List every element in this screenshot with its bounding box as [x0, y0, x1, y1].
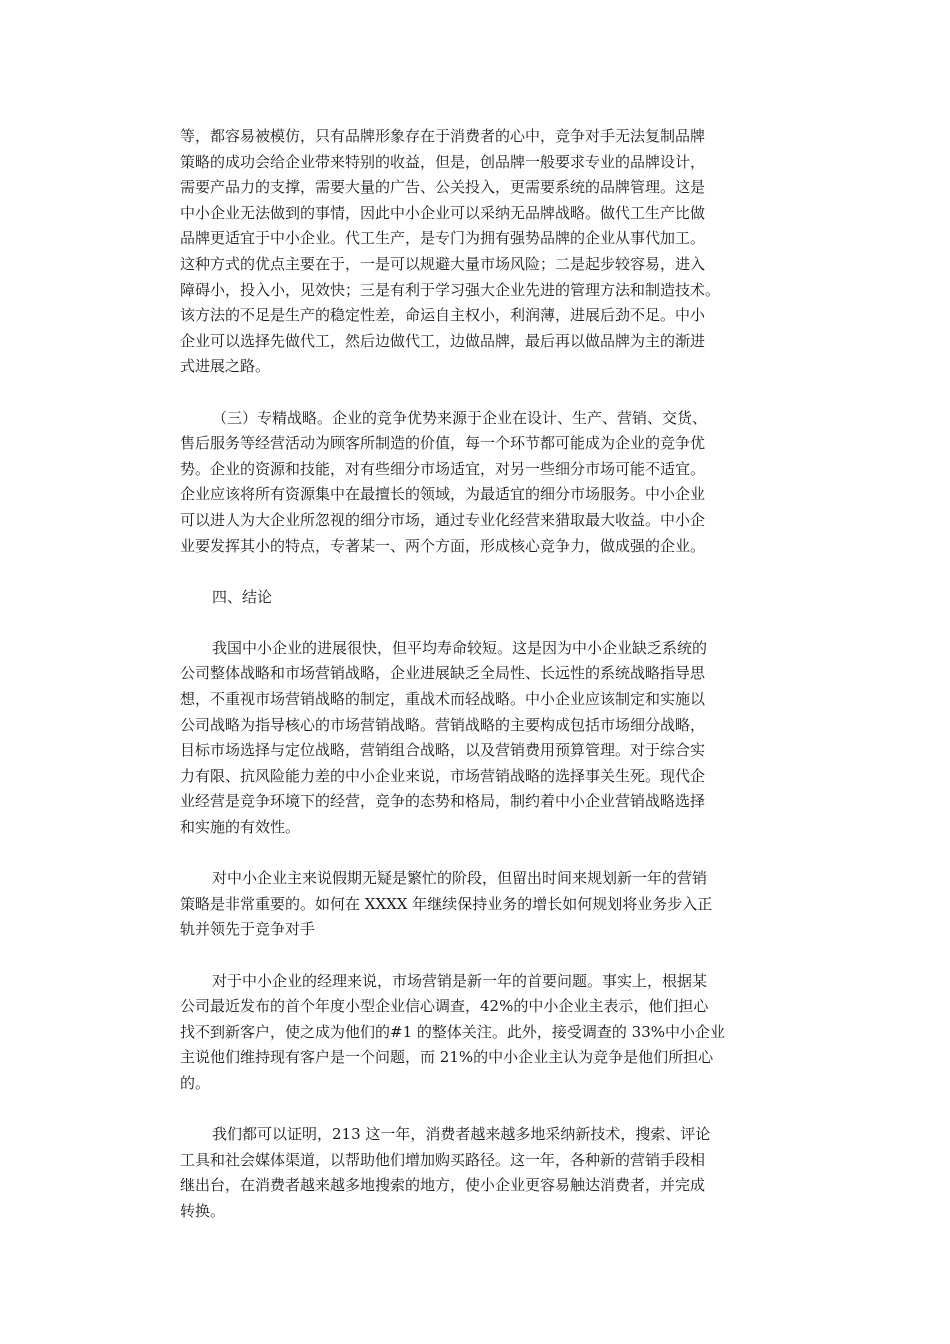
- text-line: 障碍小，投入小，见效快；三是有利于学习强大企业先进的管理方法和制造技术。: [180, 280, 721, 299]
- text-line: 找不到新客户，使之成为他们的#1 的整体关注。此外，接受调查的 33%中小企业: [180, 1022, 725, 1041]
- text-line: 目标市场选择与定位战略，营销组合战略，以及营销费用预算管理。对于综合实: [180, 741, 706, 760]
- text-line: 公司战略为指导核心的市场营销战略。营销战略的主要构成包括市场细分战略，: [180, 715, 706, 734]
- text-line: 企业可以选择先做代工，然后边做代工，边做品牌，最后再以做品牌为主的渐进: [180, 331, 706, 350]
- document-body: [180, 124, 780, 1250]
- text-line: 的。: [180, 1073, 211, 1092]
- section-heading: 四、结论: [212, 587, 273, 606]
- text-line: 业经营是竞争环境下的经营，竞争的态势和格局，制约着中小企业营销战略选择: [180, 792, 706, 811]
- text-line: 业要发挥其小的特点，专著某一、两个方面，形成核心竞争力，做成强的企业。: [180, 536, 706, 555]
- text-line: 继出台，在消费者越来越多地搜索的地方，使小企业更容易触达消费者，并完成: [180, 1176, 706, 1195]
- text-line: 这种方式的优点主要在于，一是可以规避大量市场风险；二是起步较容易，进入: [180, 254, 706, 273]
- text-line: 想，不重视市场营销战略的制定，重战术而轻战略。中小企业应该制定和实施以: [180, 690, 706, 709]
- text-line: 主说他们维持现有客户是一个问题，而 21%的中小企业主认为竞争是他们所担心: [180, 1048, 714, 1067]
- text-line: 工具和社会媒体渠道，以帮助他们增加购买路径。这一年，各种新的营销手段相: [180, 1150, 706, 1169]
- paragraph-survey: [180, 969, 780, 1097]
- text-line: 对于中小企业的经理来说，市场营销是新一年的首要问题。事实上，根据某: [212, 971, 708, 990]
- text-line: 策略的成功会给企业带来特别的收益，但是，创品牌一般要求专业的品牌设计，: [180, 152, 706, 171]
- text-line: 中小企业无法做到的事情，因此中小企业可以采纳无品牌战略。做代工生产比做: [180, 203, 706, 222]
- paragraph-brand-strategy: [180, 124, 780, 380]
- paragraph-holiday-planning: [180, 866, 780, 943]
- text-line: 品牌更适宜于中小企业。代工生产，是专门为拥有强势品牌的企业从事代加工。: [180, 229, 706, 248]
- text-line: 对中小企业主来说假期无疑是繁忙的阶段，但留出时间来规划新一年的营销: [212, 869, 708, 888]
- text-line: 力有限、抗风险能力差的中小企业来说，市场营销战略的选择事关生死。现代企: [180, 766, 706, 785]
- text-line: 公司最近发布的首个年度小型企业信心调查，42%的中小企业主表示，他们担心: [180, 997, 709, 1016]
- text-line: （三）专精战略。企业的竞争优势来源于企业在设计、生产、营销、交货、: [212, 408, 708, 427]
- paragraph-specialization-strategy: [180, 406, 780, 560]
- text-line: 和实施的有效性。: [180, 818, 301, 837]
- text-line: 式进展之路。: [180, 357, 271, 376]
- text-line: 转换。: [180, 1201, 226, 1220]
- text-line: 我们都可以证明，213 这一年，消费者越来越多地采纳新技术，搜索、评论: [212, 1125, 711, 1144]
- text-line: 公司整体战略和市场营销战略，企业进展缺乏全局性、长远性的系统战略指导思: [180, 664, 706, 683]
- text-line: 企业应该将所有资源集中在最擅长的领域，为最适宜的细分市场服务。中小企业: [180, 485, 706, 504]
- text-line: 该方法的不足是生产的稳定性差，命运自主权小，利润薄，进展后劲不足。中小: [180, 306, 706, 325]
- text-line: 势。企业的资源和技能，对有些细分市场适宜，对另一些细分市场可能不适宜。: [180, 459, 706, 478]
- paragraph-conclusion: [180, 636, 780, 841]
- text-line: 等，都容易被模仿，只有品牌形象存在于消费者的心中，竞争对手无法复制品牌: [180, 127, 706, 145]
- text-line: 可以进人为大企业所忽视的细分市场，通过专业化经营来猎取最大收益。中小企: [180, 510, 706, 529]
- text-line: 轨并领先于竞争对手: [180, 920, 316, 939]
- text-line: 策略是非常重要的。如何在 XXXX 年继续保持业务的增长如何规划将业务步入正: [180, 894, 713, 913]
- paragraph-technology: [180, 1122, 780, 1224]
- text-line: 我国中小企业的进展很快，但平均寿命较短。这是因为中小企业缺乏系统的: [212, 638, 708, 657]
- text-line: 需要产品力的支撑，需要大量的广告、公关投入，更需要系统的品牌管理。这是: [180, 178, 706, 197]
- text-line: 售后服务等经营活动为顾客所制造的价值，每一个环节都可能成为企业的竞争优: [180, 434, 706, 453]
- section-heading-conclusion: [180, 585, 780, 611]
